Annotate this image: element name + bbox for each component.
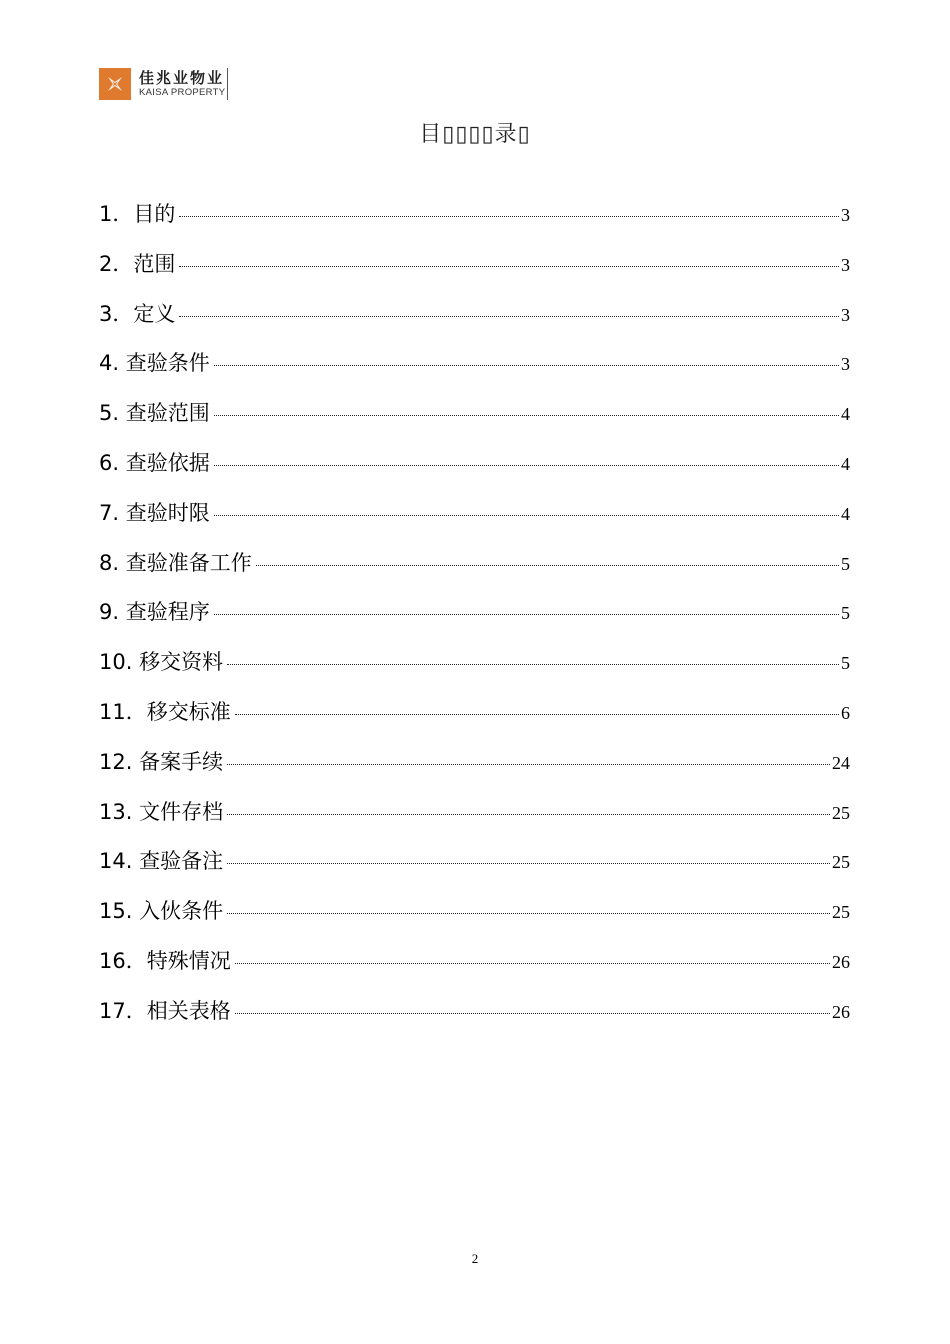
toc-entry-label: 5. 查验范围: [99, 401, 210, 426]
toc-entry-page: 3: [841, 354, 850, 375]
toc-title: 目▯▯▯▯录▯: [419, 122, 531, 147]
toc-entry-label: 17．相关表格: [99, 998, 231, 1023]
toc-entry-label: 8. 查验准备工作: [99, 550, 252, 575]
toc-dot-leader: [179, 316, 839, 317]
toc-entry-page: 5: [841, 603, 850, 624]
toc-dot-leader: [214, 515, 839, 516]
toc-entry[interactable]: [99, 646, 850, 696]
toc-entry-page: 26: [832, 951, 850, 972]
toc-entry-page: 25: [832, 802, 850, 823]
toc-entry[interactable]: [99, 596, 850, 646]
kaisa-logo-icon: [99, 68, 131, 100]
toc-entry-label: 12. 备案手续: [99, 749, 224, 774]
toc-entry-label: 13. 文件存档: [99, 799, 224, 824]
logo-chinese-name: 佳兆业物业: [139, 69, 225, 87]
page-number: 2: [471, 1251, 479, 1266]
company-logo: [99, 67, 228, 101]
logo-english-name: KAISA PROPERTY: [139, 87, 226, 98]
toc-entry-label: 9. 查验程序: [99, 600, 210, 625]
toc-entry-label: 6. 查验依据: [99, 450, 210, 475]
toc-dot-leader: [227, 913, 830, 914]
toc-entry[interactable]: [99, 746, 850, 796]
toc-entry-label: 16．特殊情况: [99, 948, 231, 973]
toc-entry-page: 5: [841, 553, 850, 574]
toc-entry-label: 14. 查验备注: [99, 849, 224, 874]
toc-dot-leader: [227, 764, 830, 765]
logo-wordmark: [139, 68, 228, 100]
toc-dot-leader: [214, 614, 839, 615]
toc-entry-label: 2．范围: [99, 251, 176, 276]
toc-entry-page: 24: [832, 752, 850, 773]
toc-entry-label: 15. 入伙条件: [99, 899, 224, 924]
table-of-contents: [99, 198, 850, 1045]
toc-entry-page: 3: [841, 205, 850, 225]
toc-entry-label: 7. 查验时限: [99, 500, 210, 525]
toc-entry-page: 6: [841, 702, 850, 723]
toc-dot-leader: [214, 365, 839, 366]
toc-dot-leader: [179, 266, 839, 267]
toc-entry-label: 1．目的: [99, 202, 176, 226]
toc-entry-page: 4: [841, 404, 850, 425]
toc-entry-page: 5: [841, 653, 850, 674]
toc-entry-label: 11．移交标准: [99, 699, 231, 724]
toc-dot-leader: [227, 863, 830, 864]
toc-entry[interactable]: [99, 547, 850, 597]
toc-dot-leader: [256, 565, 839, 566]
toc-entry[interactable]: [99, 796, 850, 846]
toc-dot-leader: [235, 1013, 830, 1014]
toc-entry-label: 3．定义: [99, 301, 176, 326]
toc-entry-page: 26: [832, 1001, 850, 1022]
toc-entry[interactable]: [99, 696, 850, 746]
toc-dot-leader: [179, 216, 839, 217]
toc-entry-page: 25: [832, 902, 850, 923]
toc-entry-page: 4: [841, 503, 850, 524]
toc-dot-leader: [214, 465, 839, 466]
toc-entry[interactable]: [99, 497, 850, 547]
toc-entry-label: 4. 查验条件: [99, 351, 210, 376]
toc-entry[interactable]: [99, 248, 850, 298]
toc-entry[interactable]: [99, 397, 850, 447]
toc-entry-page: 3: [841, 304, 850, 325]
toc-entry[interactable]: [99, 845, 850, 895]
toc-dot-leader: [227, 664, 839, 665]
toc-dot-leader: [235, 714, 839, 715]
toc-entry-page: 3: [841, 254, 850, 275]
toc-entry-page: 4: [841, 453, 850, 474]
toc-entry[interactable]: [99, 895, 850, 945]
toc-entry[interactable]: [99, 447, 850, 497]
toc-entry[interactable]: [99, 995, 850, 1045]
toc-entry[interactable]: [99, 945, 850, 995]
toc-dot-leader: [227, 814, 830, 815]
toc-dot-leader: [235, 963, 830, 964]
toc-entry[interactable]: [99, 298, 850, 348]
toc-entry[interactable]: [99, 347, 850, 397]
toc-dot-leader: [214, 415, 839, 416]
toc-entry[interactable]: [99, 198, 850, 248]
toc-entry-page: 25: [832, 852, 850, 873]
toc-entry-label: 10. 移交资料: [99, 650, 224, 675]
